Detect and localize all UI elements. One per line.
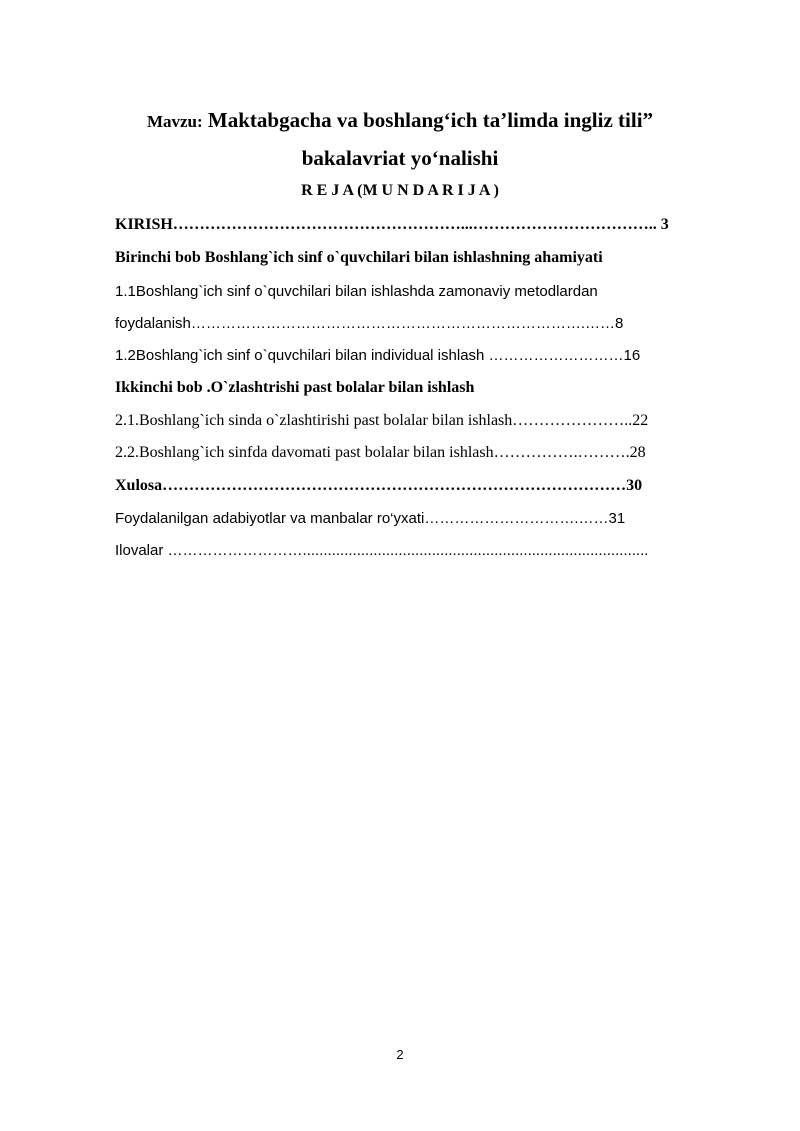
toc-entry-2-2: 2.2.Boshlang`ich sinfda davomati past bolalar bilan ishlash…………….……….28 [115, 444, 646, 461]
toc-entry-xulosa: Xulosa……………………………………………………………………………30 [115, 477, 643, 494]
topic-title: Maktabgacha va boshlang‘ich ta’limda ingliz tili” [207, 108, 654, 132]
toc-chapter-1: Birinchi bob Boshlang`ich sinf o`quvchilari bilan ishlashning ahamiyati [115, 249, 603, 266]
mavzu-label: Mavzu: [146, 112, 203, 131]
toc-entry-ilovalar: Ilovalar ………………………................................................................................... [115, 542, 649, 559]
toc-entry-adabiyotlar: Foydalanilgan adabiyotlar va manbalar ro‘yxati………………………….……31 [115, 510, 626, 527]
toc-entry-1-1-line-2: foydalanish…………………………………………………………………….……8 [115, 315, 624, 332]
document-title-line-2: bakalavriat yo‘nalishi [301, 146, 499, 170]
toc-chapter-2: Ikkinchi bob .O`zlashtrishi past bolalar bilan ishlash [115, 379, 475, 396]
toc-entry-2-1: 2.1.Boshlang`ich sinda o`zlashtirishi past bolalar bilan ishlash…………………..22 [115, 412, 649, 429]
page-number: 2 [396, 1047, 404, 1062]
table-of-contents [115, 0, 742, 1131]
reja-heading: R E J A (M U N D A R I J A ) [301, 182, 499, 199]
toc-entry-kirish: KIRISH………………………………………………...…………………………….. 3 [115, 216, 669, 233]
toc-entry-1-1-line-1: 1.1Boshlang`ich sinf o`quvchilari bilan ishlashda zamonaviy metodlardan [115, 283, 598, 300]
toc-entry-1-2: 1.2Boshlang`ich sinf o`quvchilari bilan individual ishlash ………………………16 [115, 347, 641, 364]
